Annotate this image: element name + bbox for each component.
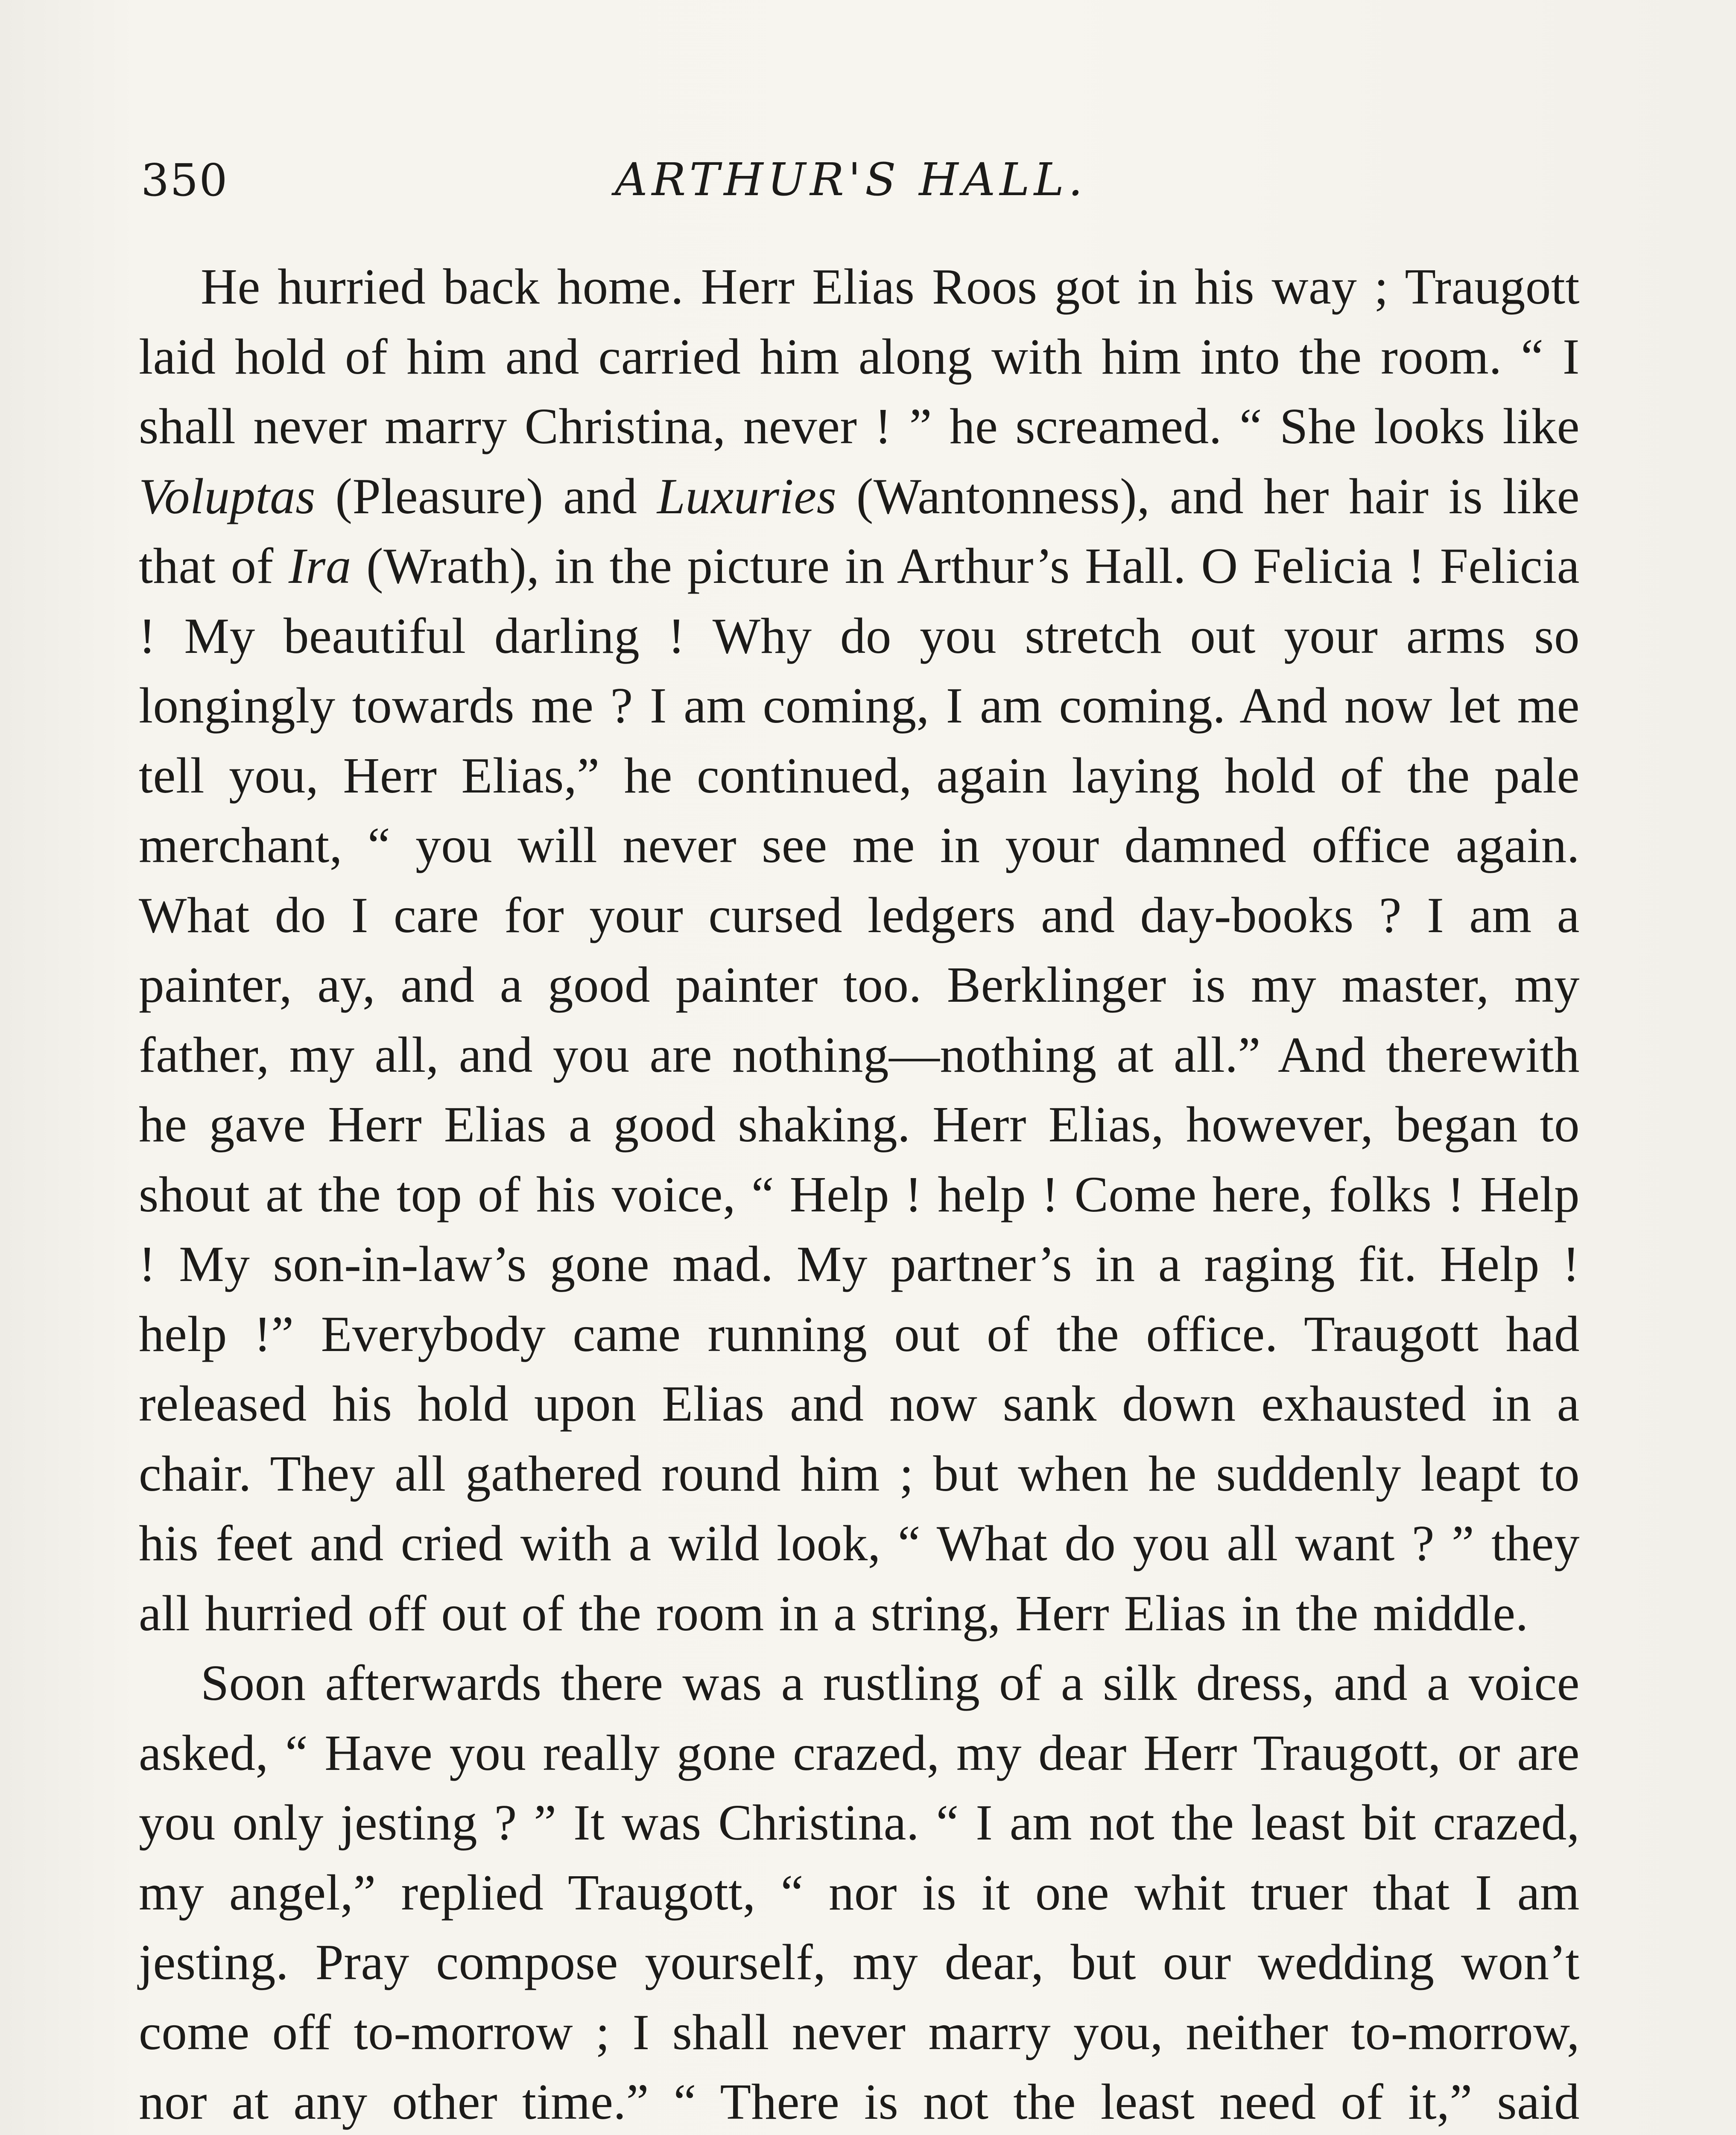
body-text <box>139 252 1580 2135</box>
running-title: ARTHUR'S HALL. <box>615 153 1087 206</box>
italic-term: Voluptas <box>139 468 316 524</box>
text-run: (Pleasure) and <box>315 468 657 524</box>
text-run: (Wantonness), and her hair is like that of <box>139 468 1580 594</box>
text-run: Soon afterwards there was a rustling of a silk dress, and a voice asked, “ Have you really gone crazed, my dear Herr Traugott, or are you only jesting ? ” It was Christina. “ I am not the least bit crazed, my angel,” replied Traugott, “ nor is it one whit truer that I am jesting. Pray compose yourself, my dear, but our wedding won’t come off to-morrow ; I shall never marry you, neither to-morrow, nor at any other time.” “ There is not the least need of it,” said <box>139 1655 1580 2130</box>
italic-term: Ira <box>288 538 351 594</box>
italic-term: Luxuries <box>657 468 837 524</box>
paragraph-2 <box>139 1648 1580 2135</box>
paragraph-1 <box>139 252 1580 1648</box>
page-number: 350 <box>141 154 228 206</box>
text-run: He hurried back home. Herr Elias Roos got in his way ; Traugott laid hold of him and carried him along with him into the room. “ I shall never marry Christina, never ! ” he screamed. “ She looks like <box>139 258 1580 454</box>
running-head <box>141 149 1584 226</box>
text-run: (Wrath), in the picture in Arthur’s Hall. O Felicia ! Felicia ! My beautiful darling ! Why do you stretch out your arms so longingly towards me ? I am coming, I am coming. And now let me tell you, Herr Elias,” he continued, again laying hold of the pale merchant, “ you will never see me in your damned office again. What do I care for your cursed ledgers and day-books ? I am a painter, ay, and a good painter too. Berklinger is my master, my father, my all, and you are nothing—nothing at all.” And therewith he gave Herr Elias a good shaking. Herr Elias, however, began to shout at the top of his voice, “ Help ! help ! Come here, folks ! Help ! My son-in-law’s gone mad. My partner’s in a raging fit. Help ! help !” Everybody came running out of the office. Traugott had released his hold upon Elias and now sank down exhausted in a chair. They all gathered round him ; but when he suddenly leapt to his feet and cried with a wild look, “ What do you all want ? ” they all hurried off out of the room in a string, Herr Elias in the middle. <box>139 538 1580 1641</box>
